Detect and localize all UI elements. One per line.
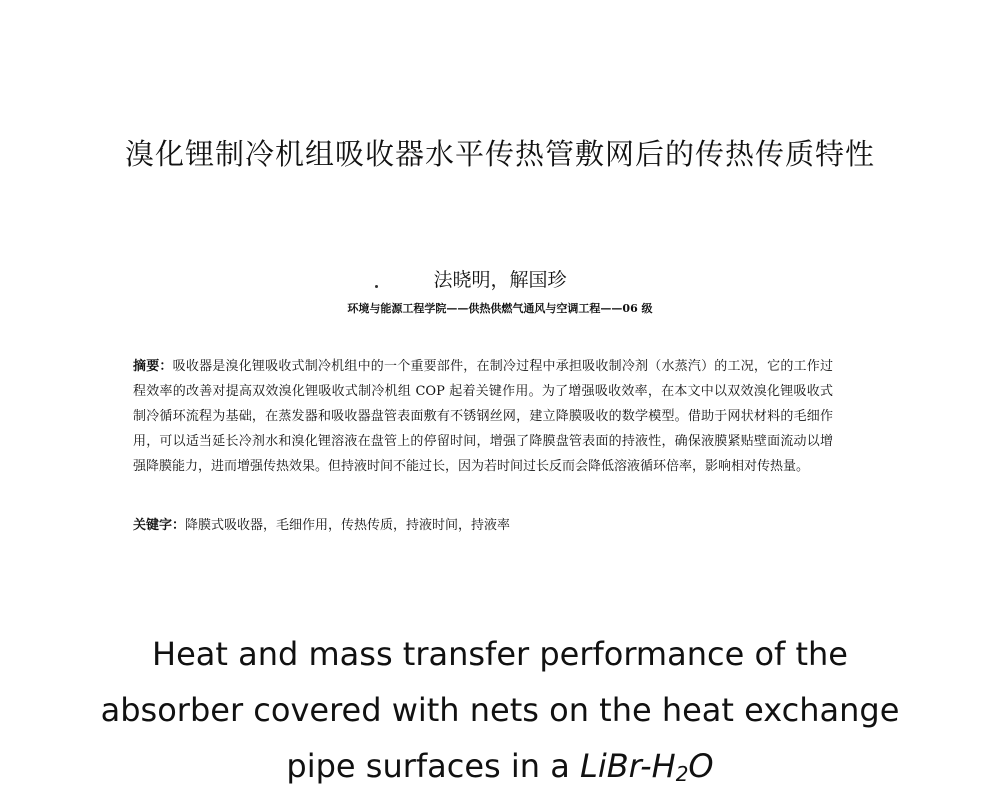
- english-title: [100, 626, 900, 794]
- keywords-label: 关键字：: [133, 518, 186, 533]
- abstract: [133, 354, 833, 479]
- abstract-text: 吸收器是溴化锂吸收式制冷机组中的一个重要部件，在制冷过程中承担吸收制冷剂（水蒸汽）的工况，它的工作过程效率的改善对提高双效溴化锂吸收式制冷机组 COP 起着关键作用。为了增强吸收效率，在本文中以双效溴化锂吸收式制冷循环流程为基础，在蒸发器和吸收器盘管表面敷有不锈钢丝网，建立降膜吸收的数学模型。借助于网状材料的毛细作用，可以适当延长冷剂水和溴化锂溶液在盘管上的停留时间，增强了降膜盘管表面的持液性，确保液膜紧贴壁面流动以增强降膜能力，进而增强传热效果。但持液时间不能过长，因为若时间过长反而会降低溶液循环倍率，影响相对传热量。: [133, 359, 833, 474]
- english-title-formula: [580, 747, 714, 785]
- authors: 法晓明，解国珍: [433, 269, 567, 291]
- abstract-label: 摘要：: [133, 359, 173, 374]
- formula-main: LiBr-H: [580, 746, 676, 785]
- formula-subscript: 2: [675, 761, 689, 786]
- formula-end: O: [688, 746, 714, 785]
- keywords-text: 降膜式吸收器，毛细作用，传热传质，持液时间，持液率: [185, 518, 511, 533]
- english-title-text: Heat and mass transfer performance of the absorber covered with nets on the heat exchange pipe surfaces in a: [100, 634, 900, 785]
- keywords: [133, 513, 833, 538]
- affiliation: 环境与能源工程学院——供热供燃气通风与空调工程——06 级: [347, 302, 653, 315]
- chinese-title: 溴化锂制冷机组吸收器水平传热管敷网后的传热传质特性: [124, 137, 875, 172]
